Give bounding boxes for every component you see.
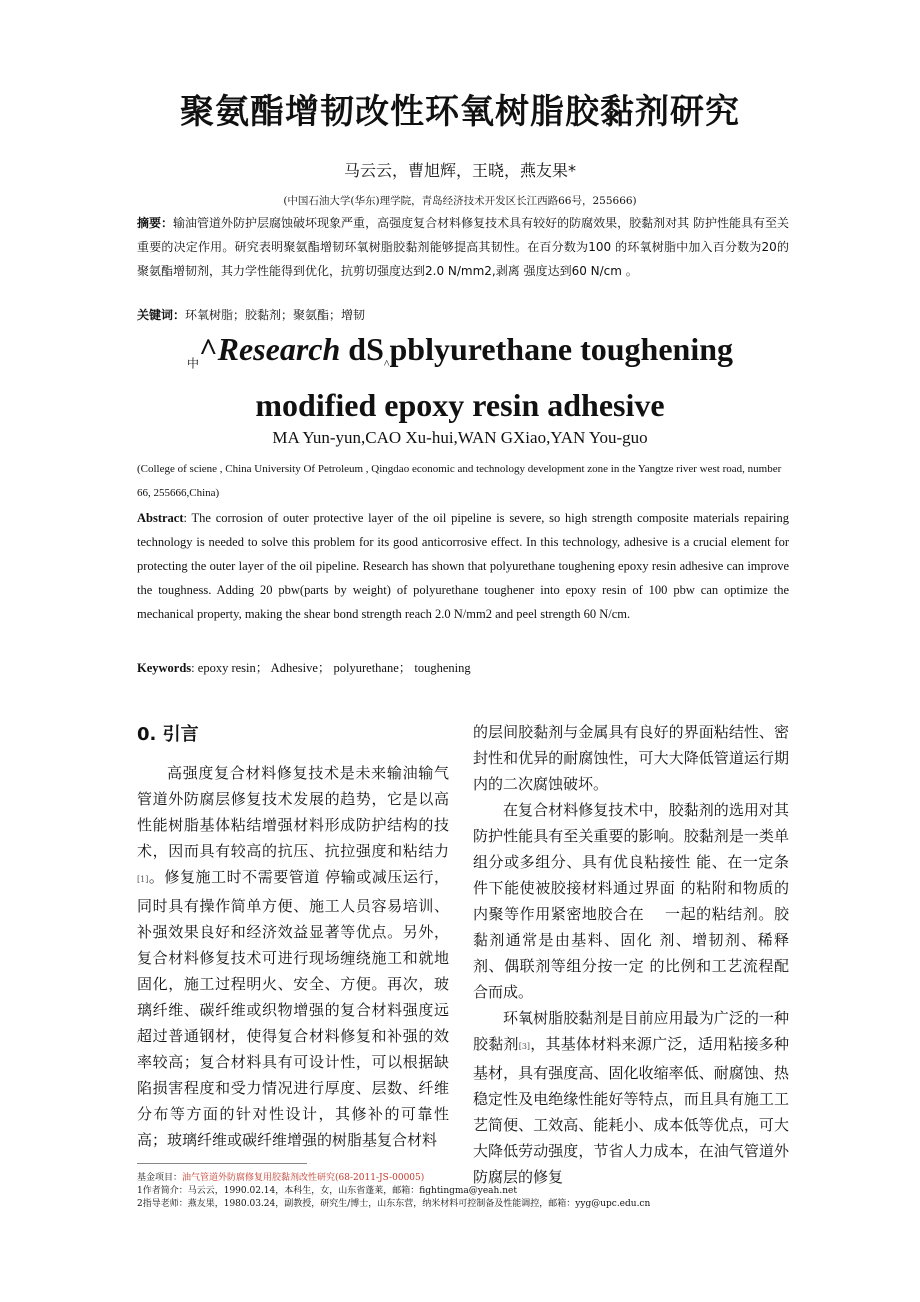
- footnote-fund: [137, 1172, 650, 1185]
- chinese-title: 聚氨酯增韧改性环氧树脂胶黏剂研究: [180, 92, 740, 132]
- citation-ref[interactable]: [3]: [518, 1042, 531, 1051]
- chinese-abstract: [137, 211, 789, 283]
- paragraph: [137, 760, 449, 1153]
- body-right-column: [473, 719, 789, 1190]
- title-rest1: dS: [340, 331, 384, 367]
- chinese-keywords: [137, 306, 365, 323]
- fund-label: 基金项目：: [137, 1173, 183, 1183]
- footnote-divider: [137, 1163, 307, 1164]
- paragraph-text: 环氧树脂胶黏剂是目前应用最为广泛的一种胶黏剂: [473, 1009, 789, 1053]
- chinese-keywords-label: 关键词：: [137, 308, 186, 322]
- paragraph-text: 。修复施工时不需要管道 停输或减压运行，同时具有操作简单方便、施工人员容易培训、补强效果良好和经济效益显著等优点。另外，复合材料修复技术可进行现场缠绕施工和就地固化，施工过程明火、安全、方便。再次，玻璃纤维、碳纤维或织物增强的复合材料强度远超过普通钢材，使得复合材料修复和补强的效率较高；复合材料具有可设计性，可以根据缺陷损害程度和受力情况进行厚度、层数、纤维分布等方面的针对性设计，其修补的可靠性高；玻璃纤维或碳纤维增强的树脂基复合材料: [137, 868, 449, 1149]
- paragraph: [473, 1005, 789, 1190]
- fund-text: 油气管道外防腐修复用胶黏剂改性研究(68-2011-JS-00005): [182, 1173, 425, 1183]
- title-rest2: pblyurethane toughening: [389, 331, 733, 367]
- paragraph-text: ，其基体材料来源广泛，适用粘接多种基材，具有强度高、固化收缩率低、耐腐蚀、热稳定性及电绝缘性能好等特点，而且具有施工工艺简便、工效高、能耗小、成本低等优点，可大大降低劳动强度，节省人力成本，在油气管道外防腐层的修复: [473, 1035, 789, 1186]
- section-heading: 0. 引言: [137, 724, 199, 745]
- english-affiliation: (College of sciene , China University Of Petroleum , Qingdao economic and technology development zone in the Yangtze river west road, number 66, 255666,China): [137, 463, 782, 499]
- english-keywords-text: : epoxy resin； Adhesive； polyurethane； toughening: [191, 661, 471, 675]
- title-caret: ^: [199, 331, 218, 367]
- footnote-author1: 1作者简介：马云云，1990.02.14，本科生，女，山东省蓬莱，邮箱：fightingma@yeah.net: [137, 1186, 517, 1196]
- english-keywords-label: Keywords: [137, 661, 192, 675]
- title-research: Research: [217, 331, 341, 367]
- paragraph: 在复合材料修复技术中，胶黏剂的选用对其防护性能具有至关重要的影响。胶黏剂是一类单组分或多组分、具有优良粘接性 能、在一定条件下能使被胶接材料通过界面 的粘附和物质的内聚等作用紧密地胶合在 一起的粘结剂。胶黏剂通常是由基料、固化 剂、增韧剂、稀释剂、偶联剂等组分按一定 的比例和工艺流程配合而成。: [473, 801, 789, 1001]
- body-left-column: [137, 760, 449, 1153]
- citation-ref[interactable]: [1]: [137, 875, 149, 884]
- english-authors: MA Yun-yun,CAO Xu-hui,WAN GXiao,YAN You-guo: [272, 428, 648, 447]
- english-abstract-label: Abstract: [137, 511, 184, 525]
- chinese-abstract-label: 摘要：: [137, 216, 174, 230]
- chinese-affiliation: (中国石油大学(华东)理学院，青岛经济技术开发区长江西路66号，255666): [283, 195, 637, 207]
- chinese-authors: 马云云，曹旭辉，王晓，燕友果*: [343, 161, 576, 180]
- paragraph: 的层间胶黏剂与金属具有良好的界面粘结性、密封性和优异的耐腐蚀性，可大大降低管道运行期内的二次腐蚀破坏。: [473, 723, 789, 793]
- title-artifact: 中: [187, 356, 200, 371]
- english-keywords: [137, 658, 471, 676]
- footnotes: [137, 1172, 650, 1211]
- english-title-line2: modified epoxy resin adhesive: [255, 387, 665, 424]
- footnote-author2: 2指导老师：燕友果，1980.03.24，副教授，研究生/博士，山东东营，纳米材料可控制备及性能调控，邮箱：yyg@upc.edu.cn: [137, 1199, 651, 1209]
- paragraph-text: 高强度复合材料修复技术是未来输油输气管道外防腐层修复技术发展的趋势，它是以高性能树脂基体粘结增强材料形成防护结构的技术，因而具有较高的抗压、抗拉强度和粘结力: [137, 764, 449, 860]
- english-abstract-text: : The corrosion of outer protective layer of the oil pipeline is severe, so high strength composite materials repairing technology is needed to solve this problem for its good anticorrosive effect. In this technology, adhesive is a crucial element for protecting the outer layer of the oil pipeline. Research has shown that polyurethane toughening epoxy resin adhesive can improve the toughness. Adding 20 pbw(parts by weight) of polyurethane toughener into epoxy resin of 100 pbw can optimize the mechanical property, making the shear bond strength reach 2.0 N/mm2 and peel strength 60 N/cm.: [137, 511, 789, 621]
- chinese-keywords-text: 环氧树脂；胶黏剂；聚氨酯；增韧: [185, 308, 366, 322]
- english-title-line1: [0, 328, 920, 384]
- english-abstract: [137, 506, 789, 626]
- chinese-abstract-text: 输油管道外防护层腐蚀破坏现象严重，高强度复合材料修复技术具有较好的防腐效果，胶黏剂对其 防护性能具有至关重要的决定作用。研究表明聚氨酯增韧环氧树脂胶黏剂能够提高其韧性。在百分数为100 的环氧树脂中加入百分数为20的聚氨酯增韧剂，其力学性能得到优化，抗剪切强度达到2.0 N/mm2,剥离 强度达到60 N/cm 。: [137, 216, 789, 278]
- title-caret2: ^: [383, 356, 390, 371]
- english-title: [0, 328, 920, 426]
